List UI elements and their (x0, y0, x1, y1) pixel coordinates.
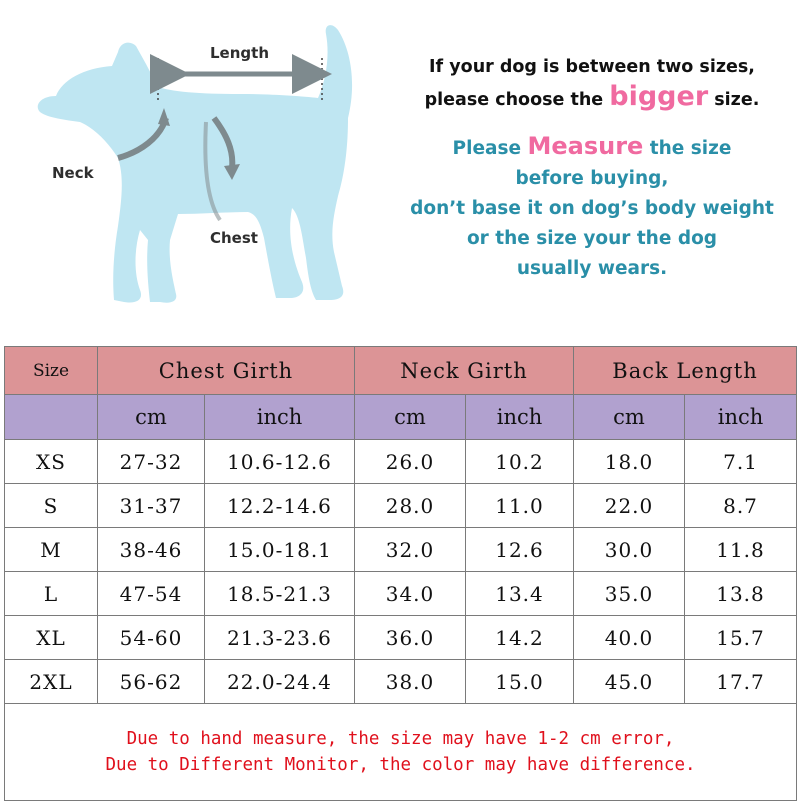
unit-header-blank (5, 395, 98, 440)
size-header: Size (5, 347, 98, 395)
back-cm-cell: 35.0 (574, 572, 685, 616)
advice-line-1: If your dog is between two sizes, (429, 57, 755, 77)
chest-cm-cell: 27-32 (98, 440, 205, 484)
unit-header: inch (685, 395, 797, 440)
chest-inch-cell: 15.0-18.1 (205, 528, 355, 572)
unit-header: cm (574, 395, 685, 440)
neck-cm-cell: 38.0 (355, 660, 466, 704)
disclaimer-line-1: Due to hand measure, the size may have 1-2 cm error, (126, 729, 675, 749)
table-row (5, 440, 797, 484)
length-label: Length (210, 44, 269, 62)
back-cm-cell: 30.0 (574, 528, 685, 572)
back-inch-cell: 11.8 (685, 528, 797, 572)
back-inch-cell: 7.1 (685, 440, 797, 484)
unit-header-row (5, 395, 797, 440)
advice-line-7: usually wears. (516, 258, 668, 279)
unit-header: inch (205, 395, 355, 440)
chest-cm-cell: 47-54 (98, 572, 205, 616)
size-cell: XS (5, 440, 98, 484)
table-row (5, 616, 797, 660)
neck-inch-cell: 11.0 (466, 484, 574, 528)
size-cell: XL (5, 616, 98, 660)
group-header-row (5, 347, 797, 395)
neck-cm-cell: 28.0 (355, 484, 466, 528)
size-cell: 2XL (5, 660, 98, 704)
measure-highlight: Measure (527, 132, 644, 160)
chest-inch-cell: 10.6-12.6 (205, 440, 355, 484)
neck-cm-cell: 26.0 (355, 440, 466, 484)
back-cm-cell: 45.0 (574, 660, 685, 704)
neck-inch-cell: 12.6 (466, 528, 574, 572)
chest-cm-cell: 31-37 (98, 484, 205, 528)
unit-header: inch (466, 395, 574, 440)
table-row (5, 572, 797, 616)
neck-inch-cell: 10.2 (466, 440, 574, 484)
advice-line-6: or the size your the dog (466, 228, 718, 249)
disclaimer-row (5, 704, 797, 801)
neck-girth-header: Neck Girth (355, 347, 574, 395)
advice-line-3 (392, 131, 792, 164)
chest-cm-cell: 54-60 (98, 616, 205, 660)
neck-cm-cell: 34.0 (355, 572, 466, 616)
table-row (5, 660, 797, 704)
advice-line-2 (392, 82, 792, 115)
back-cm-cell: 18.0 (574, 440, 685, 484)
advice-line-2-pre: please choose the (424, 90, 610, 110)
disclaimer-cell (5, 704, 797, 801)
chest-inch-cell: 21.3-23.6 (205, 616, 355, 660)
size-cell: S (5, 484, 98, 528)
back-inch-cell: 17.7 (685, 660, 797, 704)
size-chart-table (4, 346, 797, 801)
advice-line-5: don’t base it on dog’s body weight (410, 198, 774, 219)
size-cell: M (5, 528, 98, 572)
chest-cm-cell: 56-62 (98, 660, 205, 704)
dog-measurement-diagram (0, 0, 400, 330)
neck-label: Neck (52, 164, 94, 182)
table-row (5, 528, 797, 572)
advice-line-3-post: the size (643, 138, 732, 159)
chest-girth-header: Chest Girth (98, 347, 355, 395)
advice-line-2-post: size. (708, 90, 760, 110)
bigger-highlight: bigger (609, 81, 709, 112)
advice-line-4: before buying, (515, 168, 669, 189)
neck-inch-cell: 13.4 (466, 572, 574, 616)
neck-inch-cell: 14.2 (466, 616, 574, 660)
sizing-advice (392, 52, 792, 284)
back-inch-cell: 13.8 (685, 572, 797, 616)
back-cm-cell: 40.0 (574, 616, 685, 660)
neck-inch-cell: 15.0 (466, 660, 574, 704)
chest-cm-cell: 38-46 (98, 528, 205, 572)
chest-inch-cell: 22.0-24.4 (205, 660, 355, 704)
chest-inch-cell: 18.5-21.3 (205, 572, 355, 616)
chest-label: Chest (210, 229, 258, 247)
back-length-header: Back Length (574, 347, 797, 395)
back-inch-cell: 8.7 (685, 484, 797, 528)
unit-header: cm (98, 395, 205, 440)
neck-cm-cell: 32.0 (355, 528, 466, 572)
table-row (5, 484, 797, 528)
back-inch-cell: 15.7 (685, 616, 797, 660)
size-cell: L (5, 572, 98, 616)
advice-line-3-pre: Please (452, 138, 528, 159)
back-cm-cell: 22.0 (574, 484, 685, 528)
disclaimer-line-2: Due to Different Monitor, the color may have difference. (105, 755, 696, 775)
chest-inch-cell: 12.2-14.6 (205, 484, 355, 528)
unit-header: cm (355, 395, 466, 440)
neck-cm-cell: 36.0 (355, 616, 466, 660)
